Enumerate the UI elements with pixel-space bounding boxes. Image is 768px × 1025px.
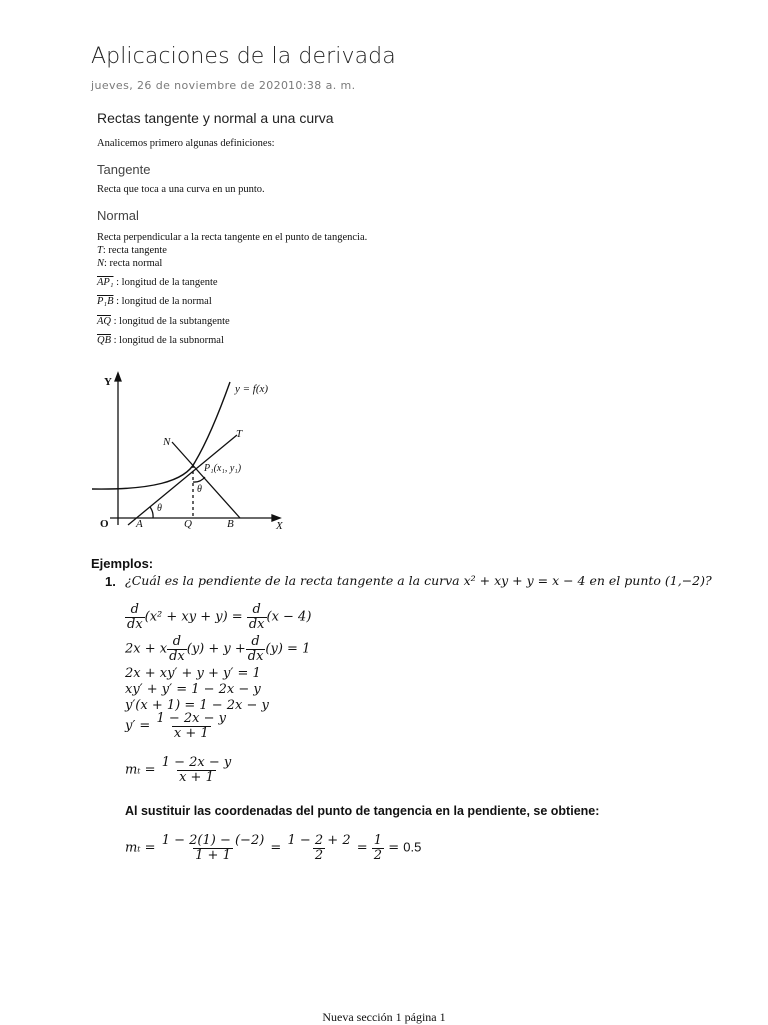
page-footer: Nueva sección 1 página 1 xyxy=(322,1010,446,1024)
result-value: 0.5 xyxy=(403,839,422,855)
note-date: jueves, 26 de noviembre de 2020 xyxy=(91,79,289,92)
theta-arc-a xyxy=(150,507,153,518)
origin-label: O xyxy=(100,518,109,530)
page-title: Aplicaciones de la derivada xyxy=(91,44,396,69)
slope-formula: mₜ = $\frac{1 - 2x - y}{x + 1}$ xyxy=(125,755,232,785)
examples-heading: Ejemplos: xyxy=(91,556,154,571)
theta-label-a: θ xyxy=(157,503,162,514)
n-label: N xyxy=(163,436,171,448)
b-label: B xyxy=(227,518,234,530)
point-label: P₁(x₁, y₁) xyxy=(204,463,242,474)
t-label: T xyxy=(236,428,243,440)
a-label: A xyxy=(136,518,143,530)
y-axis-arrow xyxy=(115,373,121,381)
q-label: Q xyxy=(184,518,192,530)
curve-label: y = f(x) xyxy=(235,383,269,395)
step-1: $\frac{d}{dx}$ (x² + xy + y) = $\frac{d}{dx}$ (x − 4) xyxy=(127,602,312,632)
example-number: 1. xyxy=(105,574,116,589)
slope-result: mₜ = $\frac{1 - 2(1) - (-2)}{1 + 1}$ = $\frac{1 - 2 + 2}{2}$ = $\frac{1}{2}$ = 0.5 xyxy=(125,833,422,863)
def-aq: $\overline{AQ}$ : longitud de la subtangente xyxy=(97,316,230,327)
def-p1b: P₁B : longitud de la normal xyxy=(97,296,212,307)
intro-text: Analicemos primero algunas definiciones: xyxy=(97,138,275,149)
normal-heading: Normal xyxy=(97,208,139,223)
section-heading: Rectas tangente y normal a una curva xyxy=(97,110,334,126)
tangent-definition: Recta que toca a una curva en un punto. xyxy=(97,184,265,195)
def-qb: $\overline{QB}$ : longitud de la subnormal xyxy=(97,335,224,346)
def-ap1: AP₁ : longitud de la tangente xyxy=(97,277,218,288)
normal-definition: Recta perpendicular a la recta tangente en el punto de tangencia. xyxy=(97,232,368,243)
step-6: y′ = $\frac{1 - 2x - y}{x + 1}$ xyxy=(125,711,227,741)
step-5: y′(x + 1) = 1 − 2x − y xyxy=(125,698,269,713)
step-3: 2x + xy′ + y + y′ = 1 xyxy=(125,666,261,681)
y-axis-label: Y xyxy=(104,376,112,388)
x-axis-label: X xyxy=(276,520,283,532)
example-question: ¿Cuál es la pendiente de la recta tangente a la curva x² + xy + y = x − 4 en el punto (1,−2)? xyxy=(125,573,712,588)
tangent-line xyxy=(128,435,237,525)
n-definition: N: recta normal xyxy=(97,258,163,269)
note-time: 10:38 a. m. xyxy=(288,79,356,92)
t-definition: T: recta tangente xyxy=(97,245,167,256)
tangent-normal-figure xyxy=(90,370,300,535)
step-4: xy′ + y′ = 1 − 2x − y xyxy=(125,682,261,697)
theta-label-p: θ xyxy=(197,484,202,495)
tangent-heading: Tangente xyxy=(97,162,151,177)
substitution-text: Al sustituir las coordenadas del punto de tangencia en la pendiente, se obtiene: xyxy=(125,804,600,818)
step-2: 2x + x $\frac{d}{dx}$ (y) + y + $\frac{d}{dx}$ (y) = 1 xyxy=(125,634,311,664)
